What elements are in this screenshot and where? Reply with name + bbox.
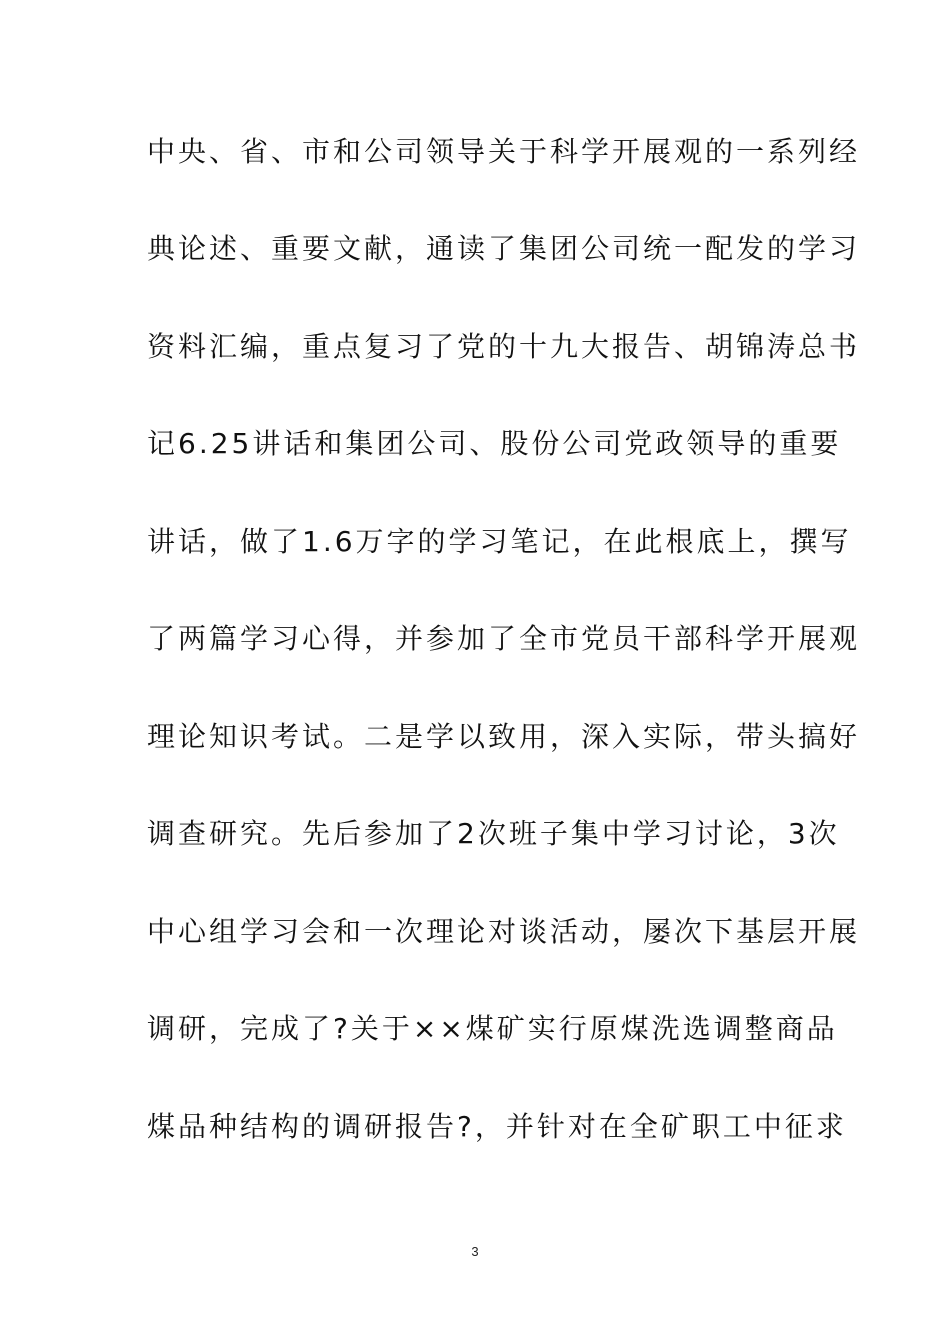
- text-line: 中央、省、市和公司领导关于科学开展观的一系列经: [147, 135, 861, 168]
- text-line: 煤品种结构的调研报告?，并针对在全矿职工中征求: [147, 1110, 847, 1143]
- text-line: 了两篇学习心得，并参加了全市党员干部科学开展观: [147, 622, 861, 655]
- text-line: 中心组学习会和一次理论对谈活动，屡次下基层开展: [147, 915, 861, 948]
- text-line: 记6.25讲话和集团公司、股份公司党政领导的重要: [147, 427, 842, 460]
- text-line: 讲话，做了1.6万字的学习笔记，在此根底上，撰写: [147, 525, 852, 558]
- text-line: 理论知识考试。二是学以致用，深入实际，带头搞好: [147, 720, 861, 753]
- page-number: 3: [471, 1244, 479, 1259]
- text-line: 资料汇编，重点复习了党的十九大报告、胡锦涛总书: [147, 330, 861, 363]
- text-line: 典论述、重要文献，通读了集团公司统一配发的学习: [147, 232, 861, 265]
- text-line: 调查研究。先后参加了2次班子集中学习讨论，3次: [147, 817, 840, 850]
- text-line: 调研，完成了?关于××煤矿实行原煤洗选调整商品: [147, 1012, 838, 1045]
